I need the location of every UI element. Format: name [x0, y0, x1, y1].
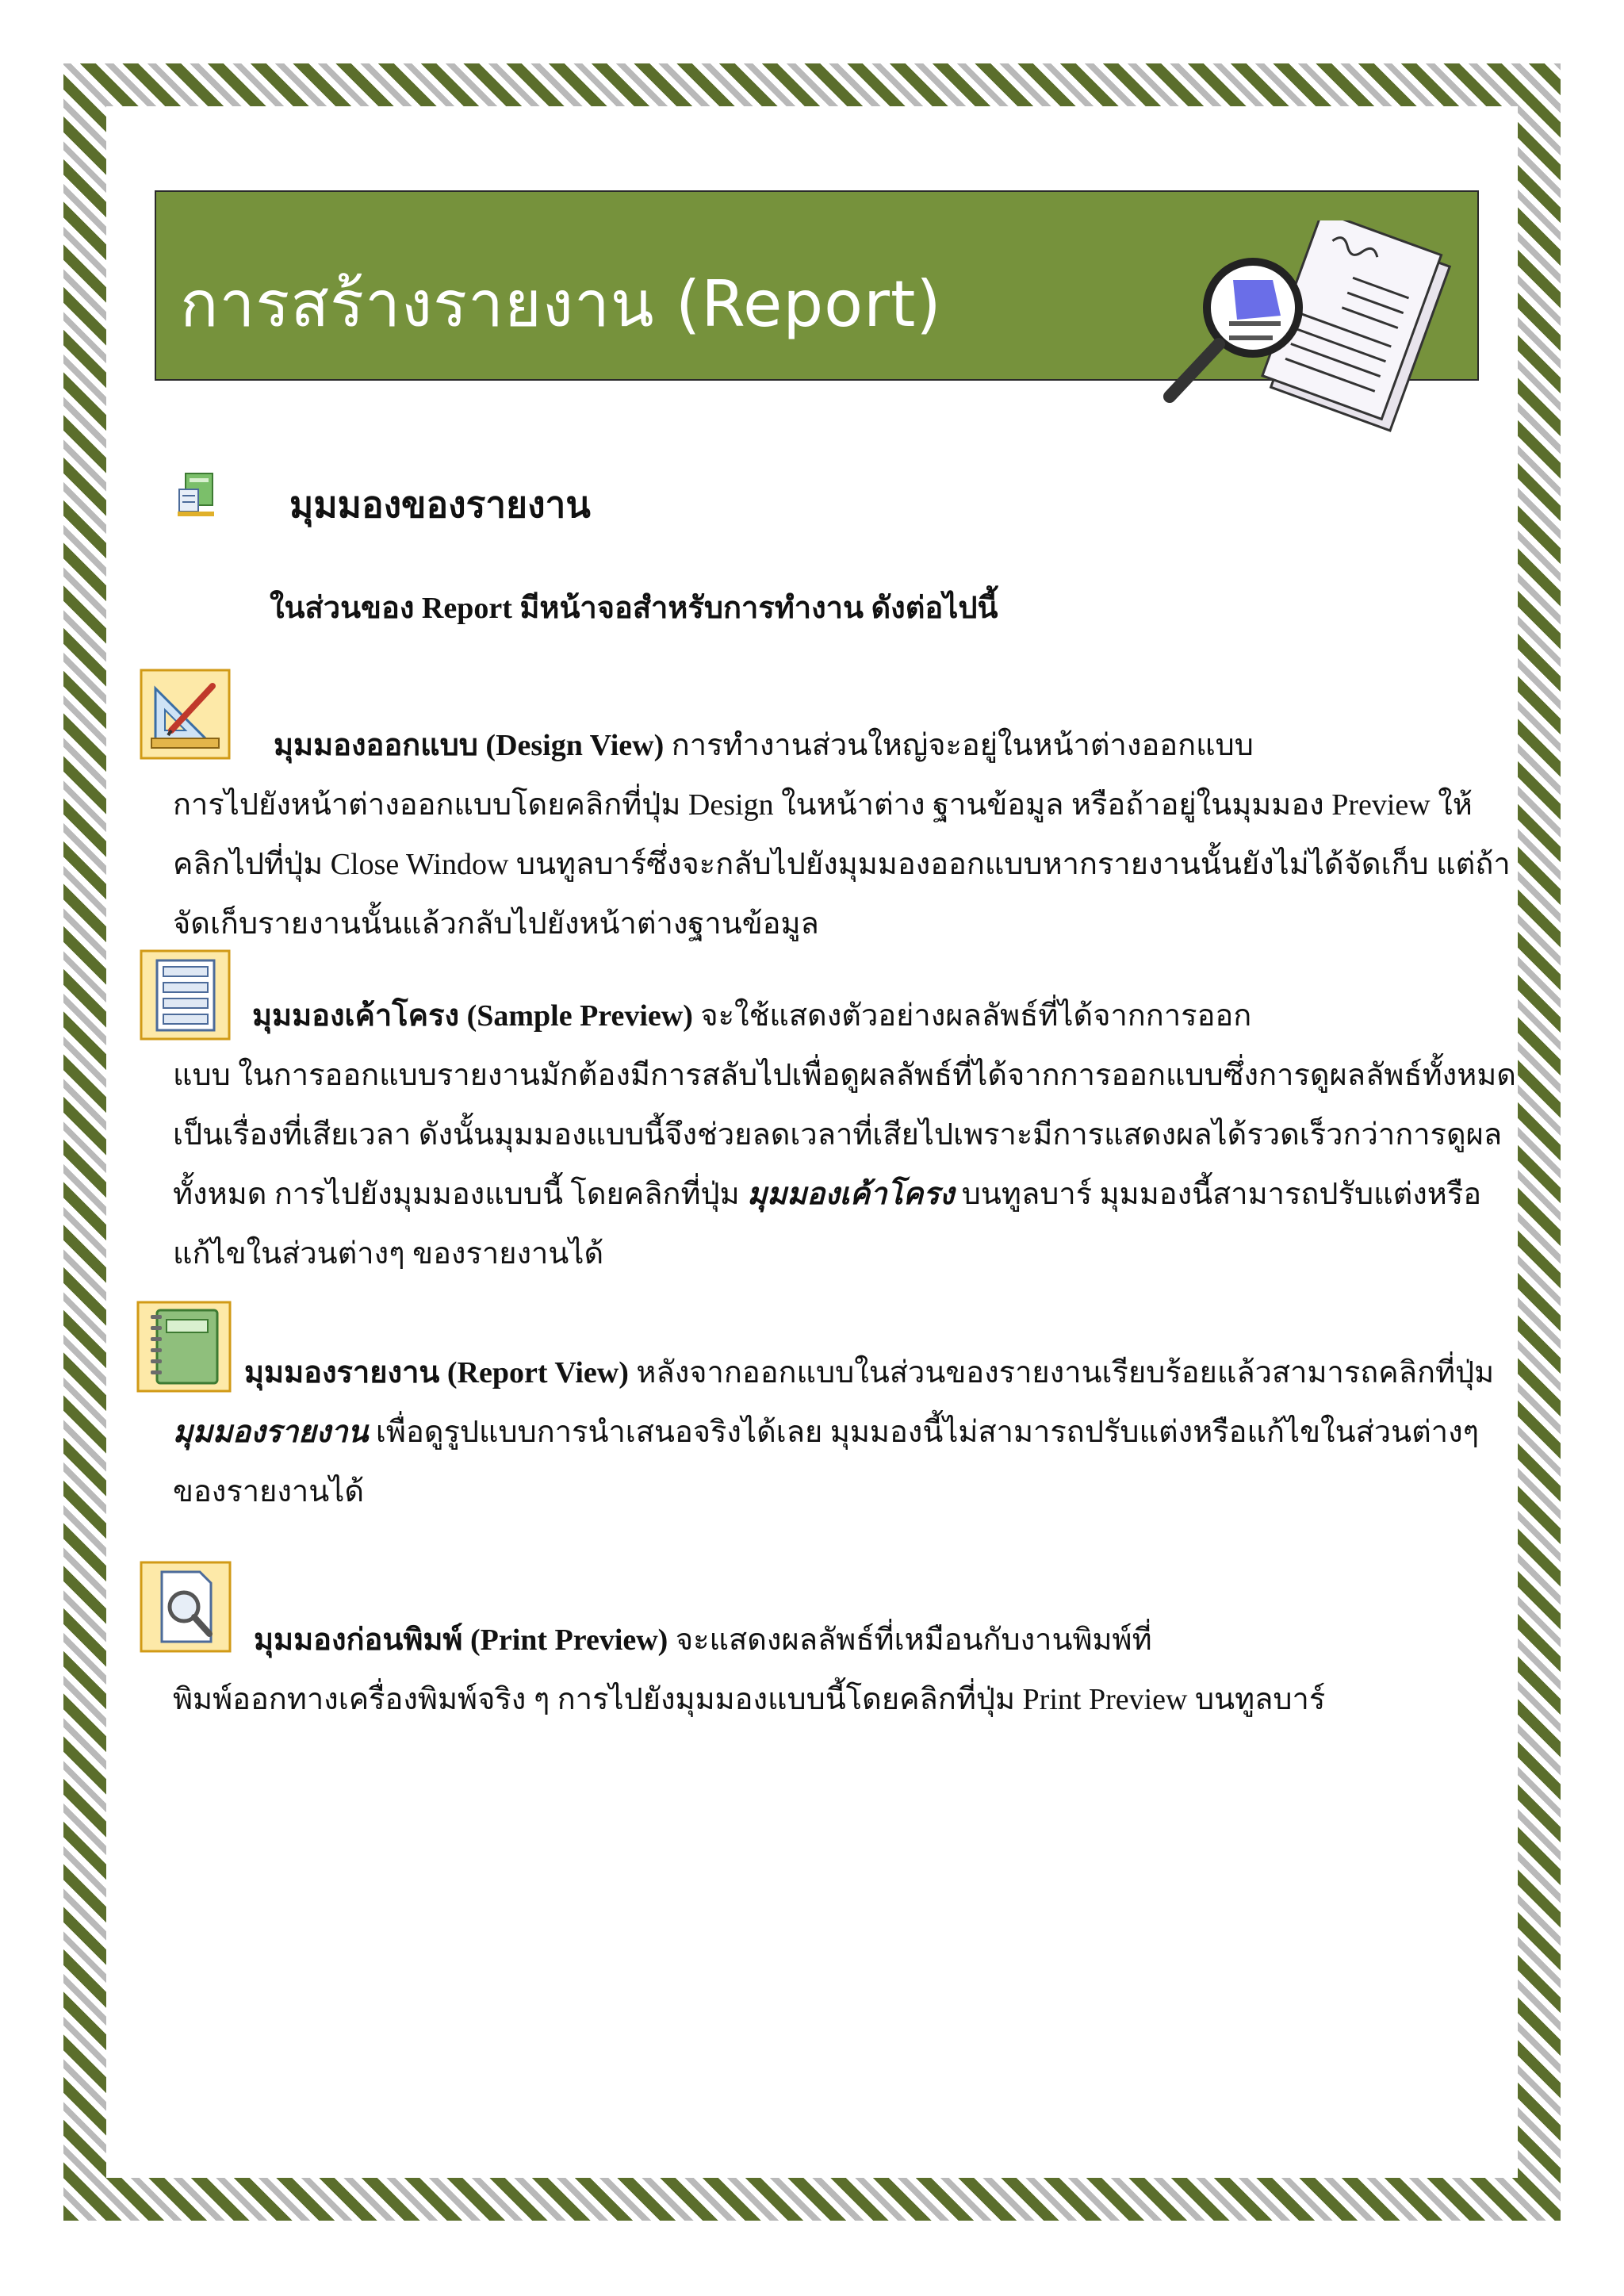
report-section-icon — [176, 472, 216, 518]
report-view-line2: เพื่อดูรูปแบบการนำเสนอจริงได้เลย มุมมองนี้ไม่สามารถปรับแต่งหรือแก้ไขในส่วนต่างๆ — [368, 1416, 1480, 1449]
sample-preview-line2: แบบ ในการออกแบบรายงานมักต้องมีการสลับไปเพื่อดูผลลัพธ์ที่ได้จากการออกแบบซึ่งการดูผลลัพธ์ทั้งหมด — [173, 1059, 1516, 1092]
sample-preview-line4-start: ทั้งหมด การไปยังมุมมองแบบนี้ โดยคลิกที่ปุ่ม — [173, 1178, 748, 1211]
design-view-line3: คลิกไปที่ปุ่ม Close Window บนทูลบาร์ซึ่งจะกลับไปยังมุมมองออกแบบหากรายงานนั้นยังไม่ได้จัดเก็บ แต่ถ้า — [173, 848, 1511, 881]
section-heading: มุมมองของรายงาน — [289, 485, 591, 525]
report-magnifier-icon — [1162, 220, 1463, 458]
report-view-paragraph — [173, 1343, 1495, 1522]
report-view-line3: ของรายงานได้ — [173, 1475, 365, 1508]
print-preview-paragraph — [173, 1611, 1434, 1730]
design-view-line2: การไปยังหน้าต่างออกแบบโดยคลิกที่ปุ่ม Design ในหน้าต่าง ฐานข้อมูล หรือถ้าอยู่ในมุมมอง Preview ให้ — [173, 788, 1473, 822]
design-view-label: มุมมองออกแบบ (Design View) — [274, 729, 665, 762]
report-view-emphasis: มุมมองรายงาน — [173, 1416, 369, 1449]
print-preview-line2: พิมพ์ออกทางเครื่องพิมพ์จริง ๆ การไปยังมุมมองแบบนี้โดยคลิกที่ปุ่ม Print Preview บนทูลบาร์ — [173, 1683, 1326, 1716]
report-view-line1: หลังจากออกแบบในส่วนของรายงานเรียบร้อยแล้วสามารถคลิกที่ปุ่ม — [628, 1356, 1495, 1389]
design-view-line4: จัดเก็บรายงานนั้นแล้วกลับไปยังหน้าต่างฐานข้อมูล — [173, 907, 819, 941]
print-preview-line1: จะแสดงผลลัพธ์ที่เหมือนกับงานพิมพ์ที่ — [668, 1623, 1152, 1657]
sample-preview-line5: แก้ไขในส่วนต่างๆ ของรายงานได้ — [173, 1237, 604, 1271]
page-title: การสร้างรายงาน (Report) — [180, 267, 942, 341]
design-view-paragraph — [173, 716, 1511, 954]
sample-preview-line3: เป็นเรื่องที่เสียเวลา ดังนั้นมุมมองแบบนี้จึงช่วยลดเวลาที่เสียไปเพราะมีการแสดงผลได้รวดเร็วกว่าการดูผล — [173, 1118, 1503, 1152]
intro-text: ในส่วนของ Report มีหน้าจอสำหรับการทำงาน ดังต่อไปนี้ — [270, 592, 998, 625]
sample-preview-emphasis: มุมมองเค้าโครง — [747, 1178, 955, 1211]
sample-preview-line4-end: บนทูลบาร์ มุมมองนี้สามารถปรับแต่งหรือ — [954, 1178, 1482, 1211]
report-view-label: มุมมองรายงาน (Report View) — [244, 1356, 629, 1389]
print-preview-label: มุมมองก่อนพิมพ์ (Print Preview) — [254, 1623, 668, 1657]
sample-preview-line1: จะใช้แสดงตัวอย่างผลลัพธ์ที่ได้จากการออก — [692, 999, 1252, 1033]
sample-preview-label: มุมมองเค้าโครง (Sample Preview) — [252, 999, 693, 1033]
sample-preview-paragraph — [173, 987, 1516, 1284]
design-view-line1: การทำงานส่วนใหญ่จะอยู่ในหน้าต่างออกแบบ — [664, 729, 1254, 762]
